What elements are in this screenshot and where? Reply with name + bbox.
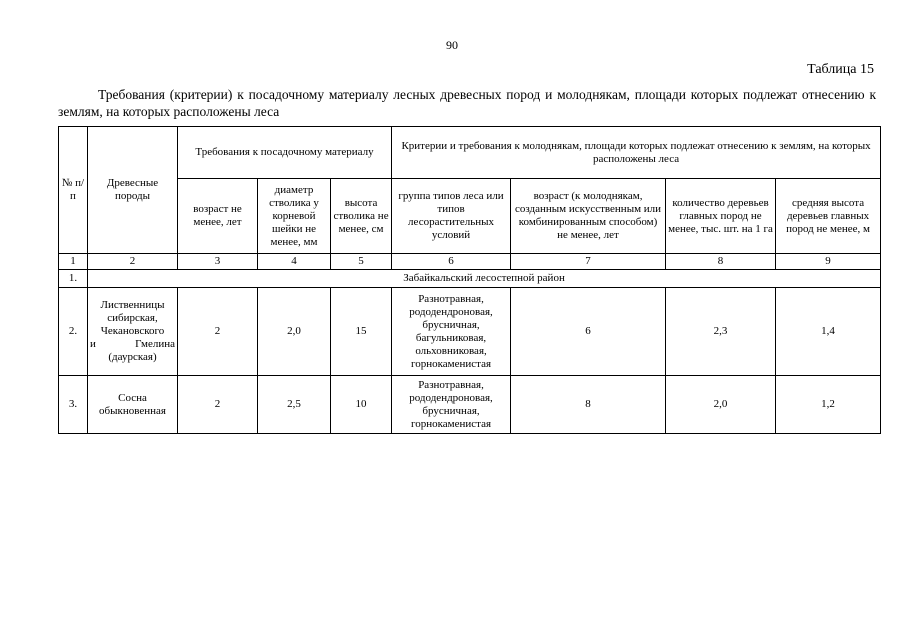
forest-line: брусничная, <box>422 404 480 417</box>
column-number: 1 <box>59 254 88 270</box>
young-age-cell: 6 <box>511 288 666 376</box>
header-avg-height: средняя высота деревьев главных пород не менее, м <box>776 179 881 254</box>
age-cell: 2 <box>178 288 258 376</box>
tree-count-cell: 2,0 <box>666 376 776 434</box>
section-num: 1. <box>59 270 88 288</box>
column-number: 7 <box>511 254 666 270</box>
species-cell <box>88 288 178 376</box>
forest-line: багульниковая, <box>415 331 487 344</box>
table-row <box>59 288 881 376</box>
column-number: 4 <box>258 254 331 270</box>
header-young-stand-criteria: Критерии и требования к молоднякам, площади которых подлежат отнесению к землям, на которых расположены леса <box>392 127 881 179</box>
column-number: 3 <box>178 254 258 270</box>
header-tree-count: количество деревьев главных пород не менее, тыс. шт. на 1 га <box>666 179 776 254</box>
header-forest-group: группа типов леса или типов лесорастительных условий <box>392 179 511 254</box>
forest-line: ольховниковая, <box>415 344 487 357</box>
height-cell: 10 <box>331 376 392 434</box>
header-num: № п/п <box>59 127 88 254</box>
row-num: 2. <box>59 288 88 376</box>
header-age-min: возраст не менее, лет <box>178 179 258 254</box>
table-caption: Требования (критерии) к посадочному материалу лесных древесных пород и молоднякам, площади которых подлежат отнесению к землям, на которых расположены леса <box>58 87 876 119</box>
avg-height-cell: 1,4 <box>776 288 881 376</box>
forest-line: горнокаменистая <box>410 417 492 430</box>
species-line: сибирская, <box>107 312 158 324</box>
section-title: Забайкальский лесостепной район <box>88 270 881 288</box>
forest-line: Разнотравная, <box>418 378 484 391</box>
column-number: 2 <box>88 254 178 270</box>
forest-group-cell <box>392 376 511 434</box>
tree-count-cell: 2,3 <box>666 288 776 376</box>
diameter-cell: 2,5 <box>258 376 331 434</box>
row-num: 3. <box>59 376 88 434</box>
forest-line: брусничная, <box>422 318 480 331</box>
column-number: 6 <box>392 254 511 270</box>
species-cell <box>88 376 178 434</box>
column-numbers-row <box>59 254 881 270</box>
page-number: 90 <box>446 38 458 52</box>
column-number: 9 <box>776 254 881 270</box>
header-young-age: возраст (к молоднякам, созданным искусственным или комбинированным способом) не менее, лет <box>511 179 666 254</box>
table-label: Таблица 15 <box>807 62 874 77</box>
forest-line: рододендроновая, <box>409 305 493 318</box>
header-planting-requirements: Требования к посадочному материалу <box>178 127 392 179</box>
diameter-cell: 2,0 <box>258 288 331 376</box>
requirements-table <box>58 126 881 434</box>
height-cell: 15 <box>331 288 392 376</box>
table-row <box>59 376 881 434</box>
species-line: (даурская) <box>108 351 157 363</box>
species-word: и <box>90 338 96 350</box>
forest-line: рододендроновая, <box>409 391 493 404</box>
avg-height-cell: 1,2 <box>776 376 881 434</box>
forest-group-cell <box>392 288 511 376</box>
young-age-cell: 8 <box>511 376 666 434</box>
species-line: Чекановского <box>100 325 165 337</box>
species-line <box>90 338 175 351</box>
header-diameter: диаметр стволика у корневой шейки не менее, мм <box>258 179 331 254</box>
header-height: высота стволика не менее, см <box>331 179 392 254</box>
forest-line: Разнотравная, <box>418 292 484 305</box>
age-cell: 2 <box>178 376 258 434</box>
column-number: 5 <box>331 254 392 270</box>
species-line: обыкновенная <box>99 404 166 417</box>
header-species: Древесные породы <box>88 127 178 254</box>
column-number: 8 <box>666 254 776 270</box>
section-row <box>59 270 881 288</box>
species-word: Гмелина <box>135 338 175 350</box>
forest-line: горнокаменистая <box>410 357 492 370</box>
species-line: Лиственницы <box>100 299 165 311</box>
species-line: Сосна <box>118 391 147 404</box>
